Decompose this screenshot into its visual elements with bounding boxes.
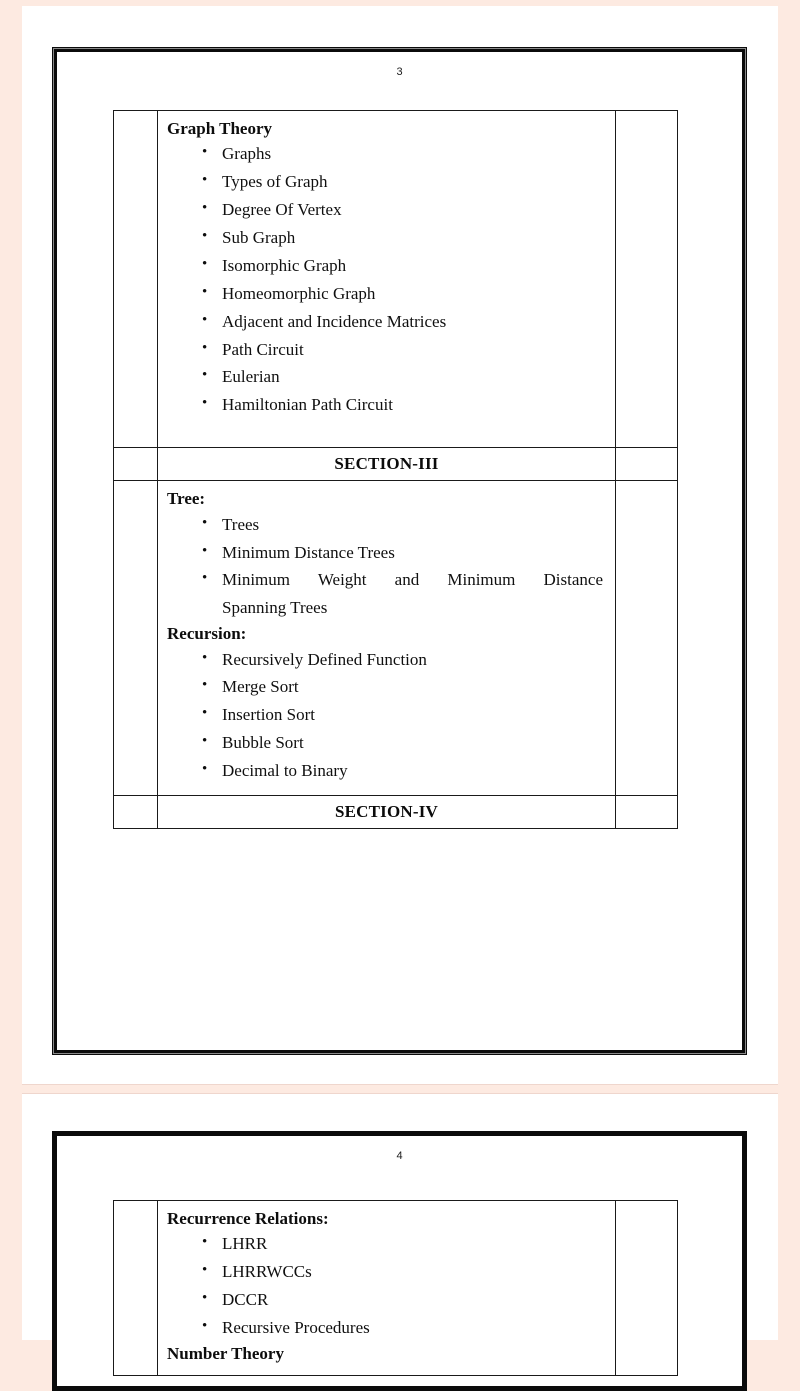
list-item: • Trees	[166, 511, 607, 539]
page-separator-line-top	[22, 1084, 778, 1085]
row-content-cell	[158, 1201, 616, 1376]
topic-list	[166, 646, 607, 785]
list-item: • Insertion Sort	[166, 701, 607, 729]
row-number-cell	[114, 448, 158, 481]
topic-list	[166, 511, 607, 623]
row-number-cell	[114, 111, 158, 448]
topic-heading: Recurrence Relations:	[167, 1209, 329, 1228]
topic-heading: Graph Theory	[167, 119, 273, 138]
list-item: • Sub Graph	[166, 224, 607, 252]
cell-bottom-spacer	[166, 419, 607, 437]
table-row	[114, 481, 678, 796]
list-item: • DCCR	[166, 1286, 607, 1314]
syllabus-table-page-3	[113, 110, 678, 829]
topic-heading: Tree:	[167, 489, 206, 509]
row-marks-cell	[616, 795, 678, 828]
topic-list	[166, 1230, 607, 1342]
list-item: • Types of Graph	[166, 168, 607, 196]
list-item: • Minimum Distance Trees	[166, 539, 607, 567]
list-item: • Degree Of Vertex	[166, 196, 607, 224]
row-number-cell	[114, 1201, 158, 1376]
page-frame-3	[52, 47, 747, 1055]
section-heading: SECTION-IV	[158, 795, 616, 828]
row-marks-cell	[616, 481, 678, 796]
row-content-cell	[158, 111, 616, 448]
list-item-line-2: Spanning Trees	[222, 598, 328, 618]
row-number-cell	[114, 481, 158, 796]
list-item: • Recursive Procedures	[166, 1314, 607, 1342]
list-item: • Graphs	[166, 140, 607, 168]
row-marks-cell	[616, 1201, 678, 1376]
list-item: • LHRR	[166, 1230, 607, 1258]
row-content-cell	[158, 481, 616, 796]
topic-heading: Recursion:	[167, 624, 247, 644]
topic-list	[166, 140, 607, 419]
list-item: • Bubble Sort	[166, 729, 607, 757]
row-marks-cell	[616, 448, 678, 481]
list-item: • Adjacent and Incidence Matrices	[166, 308, 607, 336]
list-item: • LHRRWCCs	[166, 1258, 607, 1286]
list-item: • Hamiltonian Path Circuit	[166, 391, 607, 419]
list-item: • Merge Sort	[166, 673, 607, 701]
list-item: • Decimal to Binary	[166, 757, 607, 785]
syllabus-table-page-4	[113, 1200, 678, 1376]
table-row	[114, 1201, 678, 1376]
page-number-3: 3	[396, 66, 403, 78]
topic-heading: Number Theory	[167, 1343, 284, 1363]
list-item	[166, 566, 607, 622]
list-item: • Path Circuit	[166, 336, 607, 364]
row-marks-cell	[616, 111, 678, 448]
table-row-section	[114, 448, 678, 481]
table-row	[114, 111, 678, 448]
list-item: • Recursively Defined Function	[166, 646, 607, 674]
page-number-4: 4	[396, 1150, 403, 1162]
list-item-line-1: • Minimum Weight and Minimum Distance	[222, 570, 603, 590]
list-item: • Homeomorphic Graph	[166, 280, 607, 308]
table-row-section	[114, 795, 678, 828]
row-number-cell	[114, 795, 158, 828]
list-item: • Isomorphic Graph	[166, 252, 607, 280]
page-frame-4	[52, 1131, 747, 1391]
list-item: • Eulerian	[166, 363, 607, 391]
section-heading: SECTION-III	[158, 448, 616, 481]
